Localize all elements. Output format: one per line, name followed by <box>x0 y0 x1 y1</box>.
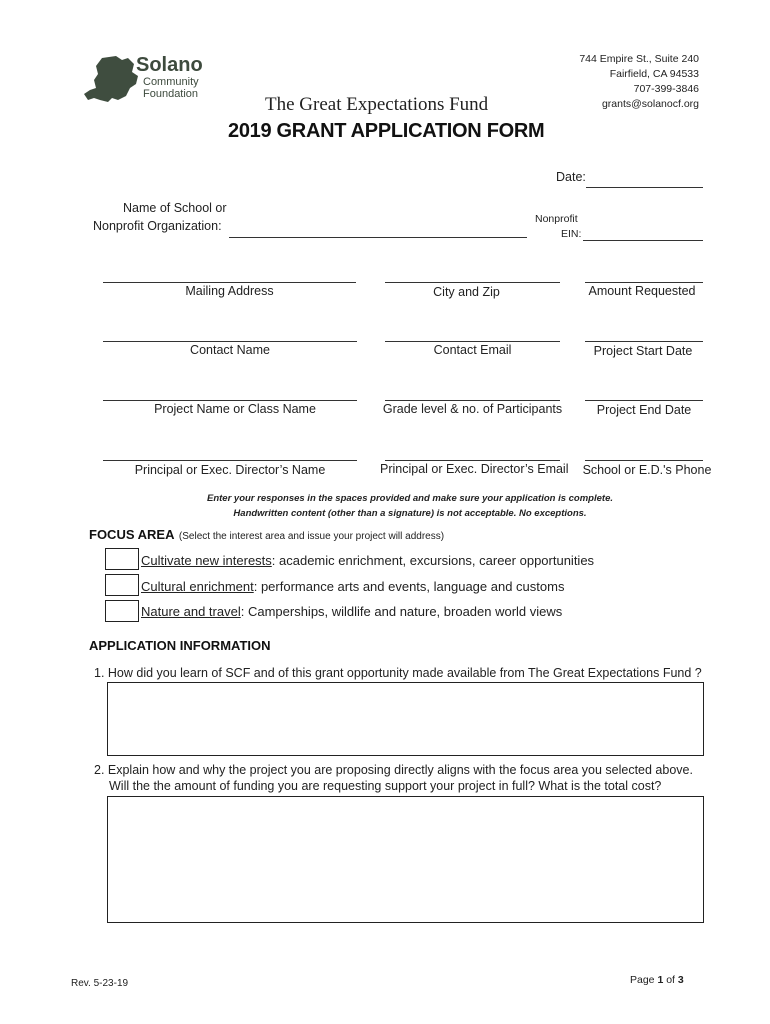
page-indicator <box>630 974 684 986</box>
fund-name: The Great Expectations Fund <box>265 94 489 115</box>
school-phone-label: School or E.D.'s Phone <box>582 463 712 477</box>
focus-option-nature-desc: : Camperships, wildlife and nature, broaden world views <box>240 604 563 619</box>
org-label-line1: Name of School or <box>123 201 227 215</box>
project-start-label: Project Start Date <box>593 344 693 358</box>
date-label: Date: <box>556 170 586 184</box>
amount-requested-field[interactable] <box>585 282 703 283</box>
focus-option-cultivate-desc: : academic enrichment, excursions, career opportunities <box>271 553 595 568</box>
focus-option-nature-name: Nature and travel <box>141 604 241 619</box>
focus-option-nature <box>141 604 562 619</box>
page-number: 1 <box>657 974 664 986</box>
ein-label-line1: Nonprofit <box>535 213 578 225</box>
contact-phone: 707-399-3846 <box>633 83 699 95</box>
mailing-address-field[interactable] <box>103 282 356 283</box>
instructions-line2: Handwritten content (other than a signature) is not acceptable. No exceptions. <box>233 508 587 519</box>
form-title: 2019 GRANT APPLICATION FORM <box>228 120 545 142</box>
mailing-address-label: Mailing Address <box>185 284 274 298</box>
contact-name-label: Contact Name <box>190 343 270 357</box>
principal-name-label: Principal or Exec. Director’s Name <box>134 463 326 477</box>
principal-email-field[interactable] <box>385 460 560 461</box>
question-1: 1. How did you learn of SCF and of this grant opportunity made available from The Great Expectations Fund ? <box>94 666 702 680</box>
focus-area-subtitle: (Select the interest area and issue your project will address) <box>178 531 445 542</box>
ein-label-line2: EIN: <box>561 228 582 240</box>
application-info-heading: APPLICATION INFORMATION <box>89 638 271 653</box>
city-zip-label: City and Zip <box>433 285 500 299</box>
focus-area-title: FOCUS AREA <box>89 527 175 542</box>
logo <box>82 54 207 104</box>
grade-level-label: Grade level & no. of Participants <box>382 402 563 416</box>
project-name-label: Project Name or Class Name <box>154 402 316 416</box>
page-of: of <box>663 974 678 986</box>
page-total: 3 <box>677 974 684 986</box>
question-2-line1: 2. Explain how and why the project you are proposing directly aligns with the focus area you selected above. <box>94 763 693 777</box>
project-start-field[interactable] <box>585 341 703 342</box>
page-prefix: Page <box>630 974 658 986</box>
contact-email-field[interactable] <box>385 341 560 342</box>
date-field[interactable] <box>586 187 703 188</box>
focus-checkbox-nature[interactable] <box>105 600 139 622</box>
logo-wordmark: Solano <box>136 54 203 76</box>
logo-line-foundation: Foundation <box>143 88 199 100</box>
instructions <box>120 491 700 521</box>
city-zip-field[interactable] <box>385 282 560 283</box>
org-label-line2: Nonprofit Organization: <box>93 219 222 233</box>
contact-name-field[interactable] <box>103 341 357 342</box>
logo-line-community: Community <box>143 76 199 88</box>
contact-city: Fairfield, CA 94533 <box>609 68 699 80</box>
principal-name-field[interactable] <box>103 460 357 461</box>
project-end-field[interactable] <box>585 400 703 401</box>
contact-block <box>579 52 699 112</box>
contact-email-label: Contact Email <box>433 343 512 357</box>
focus-option-cultural <box>141 579 564 594</box>
revision-label: Rev. 5-23-19 <box>71 978 129 989</box>
amount-requested-label: Amount Requested <box>588 284 696 298</box>
school-phone-field[interactable] <box>585 460 703 461</box>
focus-option-cultivate <box>141 553 594 568</box>
solano-county-map-icon <box>82 54 144 104</box>
answer-box-2[interactable] <box>107 796 704 923</box>
focus-option-cultivate-name: Cultivate new interests <box>141 553 272 568</box>
focus-checkbox-cultivate[interactable] <box>105 548 139 570</box>
question-2-line2: Will the the amount of funding you are requesting support your project in full? What is the total cost? <box>109 779 662 793</box>
focus-area-heading <box>89 526 444 544</box>
project-name-field[interactable] <box>103 400 357 401</box>
project-end-label: Project End Date <box>596 403 692 417</box>
contact-street: 744 Empire St., Suite 240 <box>579 53 699 65</box>
ein-field[interactable] <box>583 240 703 241</box>
focus-option-cultural-desc: : performance arts and events, language and customs <box>253 579 565 594</box>
instructions-line1: Enter your responses in the spaces provided and make sure your application is complete. <box>207 493 613 504</box>
contact-email: grants@solanocf.org <box>601 98 699 110</box>
org-name-field[interactable] <box>229 237 527 238</box>
focus-option-cultural-name: Cultural enrichment <box>141 579 254 594</box>
focus-checkbox-cultural[interactable] <box>105 574 139 596</box>
answer-box-1[interactable] <box>107 682 704 756</box>
grade-level-field[interactable] <box>385 400 560 401</box>
principal-email-label: Principal or Exec. Director’s Email <box>380 462 569 476</box>
